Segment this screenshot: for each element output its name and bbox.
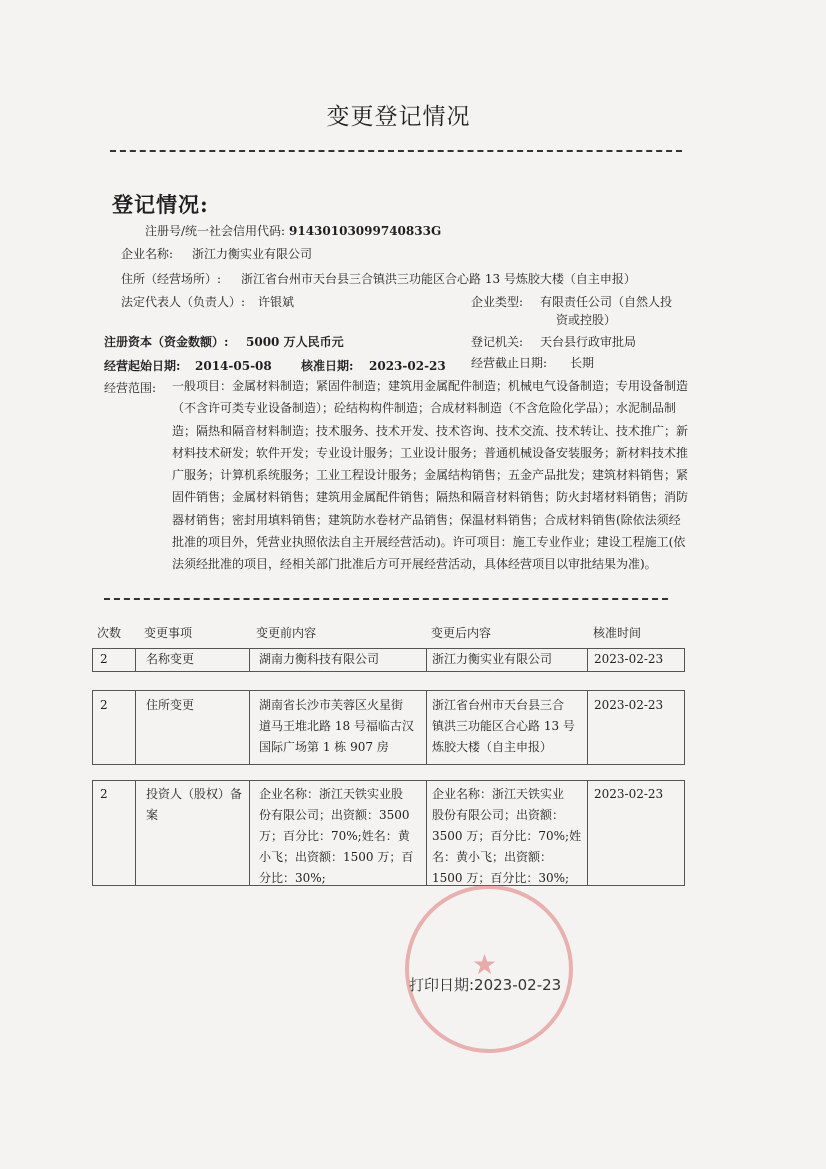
table-row bbox=[92, 780, 685, 886]
rep-value: 许银斌 bbox=[258, 295, 295, 309]
divider-top bbox=[110, 150, 682, 152]
row2-after-2: 镇洪三功能区合心路 13 号 bbox=[432, 719, 575, 733]
row2-before-2: 道马王堆北路 18 号福临古汉 bbox=[259, 719, 414, 733]
code-value: 91430103099740833G bbox=[289, 224, 442, 238]
approve-label: 核准日期: bbox=[301, 359, 354, 373]
code-label: 注册号/统一社会信用代码: bbox=[145, 224, 286, 238]
table-row bbox=[92, 648, 685, 672]
row2-after-3: 炼胶大楼（自主申报） bbox=[432, 740, 553, 754]
row3-before-3: 万；百分比：70%;姓名：黄 bbox=[259, 829, 410, 843]
seal-star-icon: ★ bbox=[472, 948, 498, 981]
row3-after-1: 企业名称：浙江天铁实业 bbox=[432, 787, 565, 801]
header-item: 变更事项 bbox=[144, 626, 193, 640]
row3-before-1: 企业名称：浙江天铁实业股 bbox=[259, 787, 404, 801]
row1-before: 湖南力衡科技有限公司 bbox=[259, 652, 380, 666]
approve-value: 2023-02-23 bbox=[369, 359, 446, 373]
type-value-2: 资或控股） bbox=[556, 313, 617, 327]
type-value-1: 有限责任公司（自然人投 bbox=[540, 295, 673, 309]
header-before: 变更前内容 bbox=[256, 626, 317, 640]
row3-item-2: 案 bbox=[146, 808, 159, 822]
row3-before-4: 小飞；出资额：1500 万；百 bbox=[259, 850, 414, 864]
row2-item: 住所变更 bbox=[146, 698, 195, 712]
row3-item-1: 投资人（股权）备 bbox=[146, 787, 243, 801]
row1-after: 浙江力衡实业有限公司 bbox=[432, 652, 553, 666]
authority-label: 登记机关: bbox=[471, 335, 524, 349]
start-value: 2014-05-08 bbox=[195, 359, 272, 373]
row2-before-1: 湖南省长沙市芙蓉区火星街 bbox=[259, 698, 404, 712]
row2-after-1: 浙江省台州市天台县三合 bbox=[432, 698, 565, 712]
row2-no: 2 bbox=[100, 698, 108, 712]
table-row bbox=[92, 690, 685, 765]
type-label: 企业类型: bbox=[471, 295, 524, 309]
row3-after-3: 3500 万；百分比：70%;姓 bbox=[432, 829, 582, 843]
row2-before-3: 国际广场第 1 栋 907 房 bbox=[259, 740, 389, 754]
name-label: 企业名称: bbox=[121, 247, 174, 261]
row3-date: 2023-02-23 bbox=[594, 787, 664, 801]
row3-after-4: 名：黄小飞；出资额： bbox=[432, 850, 553, 864]
row1-date: 2023-02-23 bbox=[594, 652, 664, 666]
row3-before-5: 分比：30%; bbox=[259, 871, 326, 885]
end-label: 经营截止日期: bbox=[471, 356, 548, 370]
header-date: 核准时间 bbox=[593, 626, 642, 640]
address-label: 住所（经营场所）: bbox=[121, 272, 222, 286]
scope-value: 一般项目：金属材料制造；紧固件制造；建筑用金属配件制造；机械电气设备制造；专用设备制造（不含许可类专业设备制造）；砼结构构件制造；合成材料制造（不含危险化学品）；水泥制品制造；隔热和隔音材料制造；技术服务、技术开发、技术咨询、技术交流、技术转让、技术推广；新材料技术研发；软件开发；专业设计服务；工业设计服务；普通机械设备安装服务；新材料技术推广服务；计算机系统服务；工业工程设计服务；金属结构销售；五金产品批发；建筑材料销售；紧固件销售；金属材料销售；建筑用金属配件销售；隔热和隔音材料销售；防火封堵材料销售；消防器材销售；密封用填料销售；建筑防水卷材产品销售；保温材料销售；合成材料销售(除依法须经批准的项目外，凭营业执照依法自主开展经营活动)。许可项目：施工专业作业；建设工程施工(依法须经批准的项目，经相关部门批准后方可开展经营活动，具体经营项目以审批结果为准)。 bbox=[172, 379, 689, 572]
capital-value: 5000 万人民币元 bbox=[246, 335, 344, 349]
divider-bottom bbox=[104, 598, 668, 600]
address-value: 浙江省台州市天台县三合镇洪三功能区合心路 13 号炼胶大楼（自主申报） bbox=[241, 272, 636, 286]
row1-no: 2 bbox=[100, 652, 108, 666]
row2-date: 2023-02-23 bbox=[594, 698, 664, 712]
print-date: 打印日期:2023-02-23 bbox=[409, 976, 562, 994]
start-label: 经营起始日期: bbox=[104, 359, 181, 373]
header-no: 次数 bbox=[97, 626, 122, 640]
name-value: 浙江力衡实业有限公司 bbox=[192, 247, 313, 261]
scope-label: 经营范围: bbox=[104, 381, 157, 395]
section-heading: 登记情况: bbox=[112, 192, 209, 217]
row3-no: 2 bbox=[100, 787, 108, 801]
page-title: 变更登记情况 bbox=[326, 104, 471, 130]
header-after: 变更后内容 bbox=[431, 626, 492, 640]
row3-after-5: 1500 万；百分比：30%; bbox=[432, 871, 570, 885]
rep-label: 法定代表人（负责人）: bbox=[121, 295, 246, 309]
row1-item: 名称变更 bbox=[146, 652, 195, 666]
row3-before-2: 份有限公司；出资额：3500 bbox=[259, 808, 410, 822]
capital-label: 注册资本（资金数额）: bbox=[104, 335, 229, 349]
end-value: 长期 bbox=[570, 356, 595, 370]
authority-value: 天台县行政审批局 bbox=[540, 335, 637, 349]
row3-after-2: 股份有限公司；出资额： bbox=[432, 808, 565, 822]
